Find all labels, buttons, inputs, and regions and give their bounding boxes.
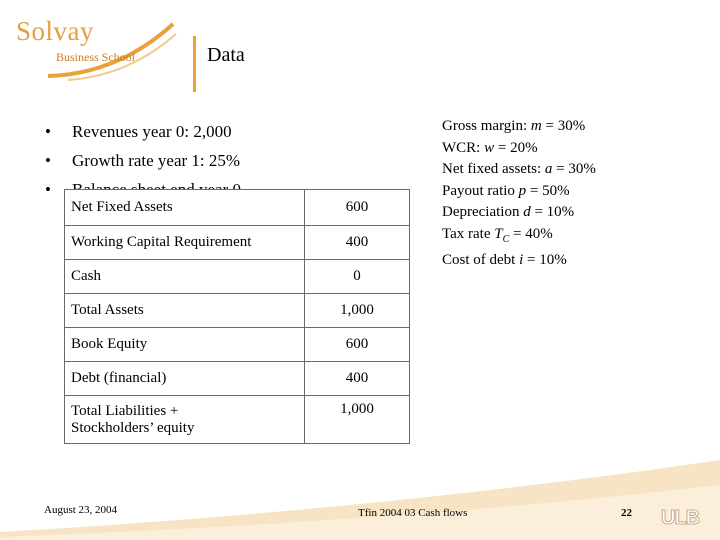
row-value: 400	[305, 226, 410, 260]
table-row	[65, 226, 410, 260]
footer-filename: Tfin 2004 03 Cash flows	[358, 507, 468, 519]
table-row	[65, 294, 410, 328]
assumptions-list	[442, 116, 596, 272]
table-row	[65, 362, 410, 396]
bullet-text: Revenues year 0: 2,000	[72, 122, 232, 141]
page-title: Data	[207, 44, 245, 66]
bullet-item: • Growth rate year 1: 25%	[45, 146, 241, 175]
logo-name: Solvay	[16, 16, 95, 46]
row-label: Net Fixed Assets	[65, 190, 305, 226]
row-label: Book Equity	[65, 328, 305, 362]
depreciation-line: Depreciation d = 10%	[442, 204, 575, 220]
row-label: Cash	[65, 260, 305, 294]
bullet-item: • Revenues year 0: 2,000	[45, 117, 241, 146]
table-row	[65, 328, 410, 362]
table-row	[65, 190, 410, 226]
wcr-line: WCR: w = 20%	[442, 139, 538, 156]
row-label: Total Liabilities + Stockholders’ equity	[65, 396, 305, 444]
footer-swoosh-graphic	[0, 440, 720, 540]
gross-margin-line: Gross margin: m = 30%	[442, 118, 586, 134]
solvay-logo	[8, 14, 178, 86]
bullet-text: Growth rate year 1: 25%	[72, 151, 241, 170]
table-row	[65, 396, 410, 444]
footer-date: August 23, 2004	[44, 504, 118, 516]
row-value: 600	[305, 328, 410, 362]
ulb-logo: ULB	[661, 507, 700, 529]
row-value: 1,000	[305, 396, 410, 444]
net-fixed-assets-line: Net fixed assets: a = 30%	[442, 161, 596, 177]
balance-sheet-table	[64, 189, 410, 444]
row-value: 1,000	[305, 294, 410, 328]
title-divider	[193, 36, 196, 92]
row-value: 600	[305, 190, 410, 226]
row-label: Total Assets	[65, 294, 305, 328]
page-number: 22	[621, 507, 632, 519]
logo-subtitle: Business School	[56, 50, 136, 64]
payout-line: Payout ratio p = 50%	[442, 182, 570, 199]
cost-of-debt-line: Cost of debt i = 10%	[442, 252, 567, 268]
row-label: Working Capital Requirement	[65, 226, 305, 260]
row-label: Debt (financial)	[65, 362, 305, 396]
row-value: 400	[305, 362, 410, 396]
row-value: 0	[305, 260, 410, 294]
bullet-item: •	[45, 175, 241, 204]
tax-rate-line: Tax rate $T_C = 40\%$	[442, 225, 553, 245]
table-row	[65, 260, 410, 294]
